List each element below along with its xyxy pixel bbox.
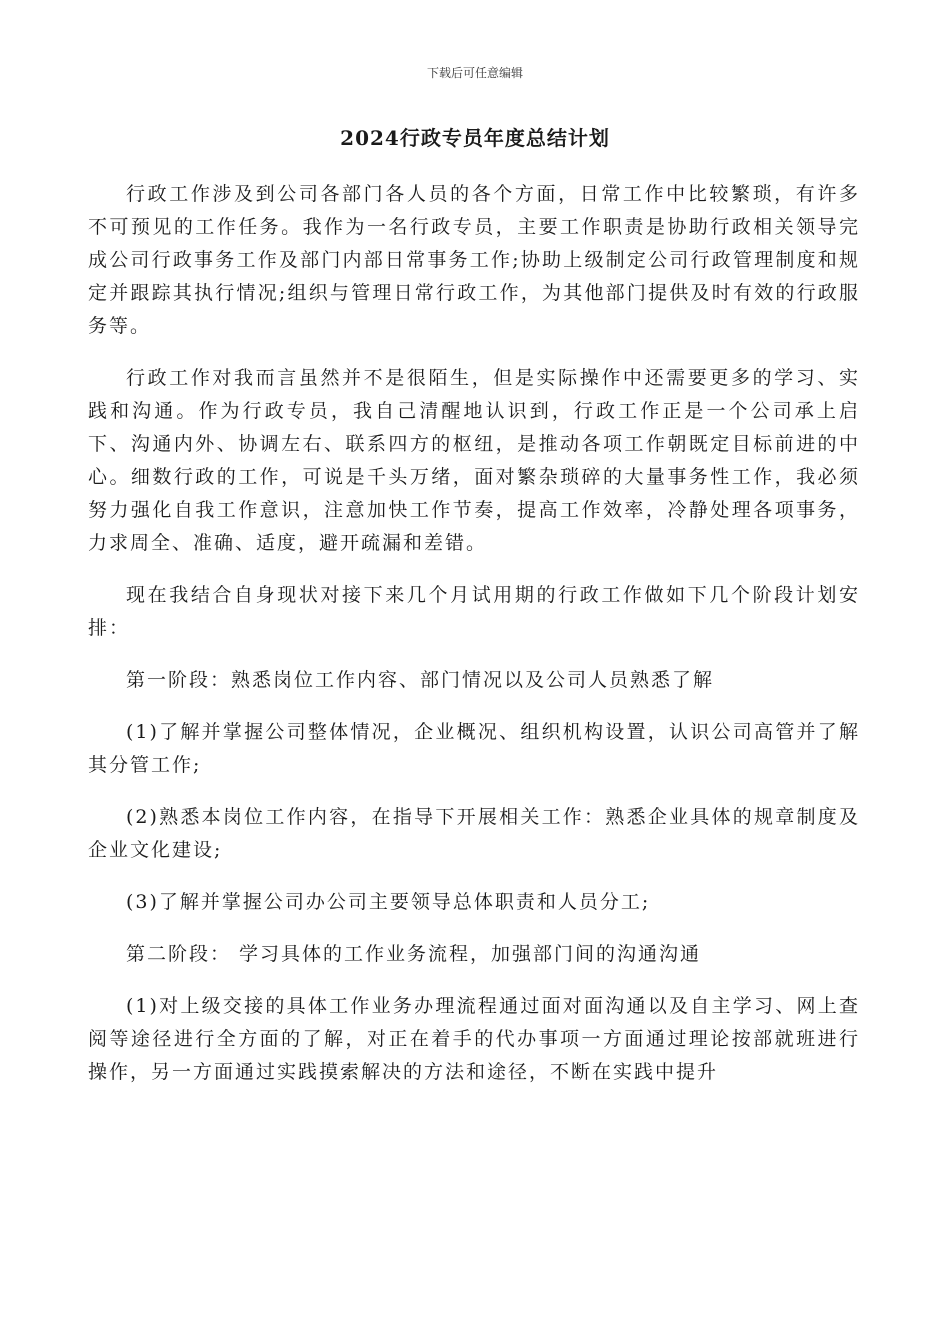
stage-one-item-1: (1)了解并掌握公司整体情况，企业概况、组织机构设置，认识公司高管并了解其分管工作; xyxy=(88,721,860,776)
stage-one-item-3: (3)了解并掌握公司办公司主要领导总体职责和人员分工; xyxy=(126,891,651,913)
paragraph-intro: 行政工作涉及到公司各部门各人员的各个方面，日常工作中比较繁琐，有许多不可预见的工作任务。我作为一名行政专员，主要工作职责是协助行政相关领导完成公司行政事务工作及部门内部日常事务工作;协助上级制定公司行政管理制度和规定并跟踪其执行情况;组织与管理日常行政工作，为其他部门提供及时有效的行政服务等。 xyxy=(88,183,860,337)
document-body xyxy=(88,178,860,1108)
document-title: 2024行政专员年度总结计划 xyxy=(340,126,610,150)
stage-two-heading: 第二阶段： 学习具体的工作业务流程，加强部门间的沟通沟通 xyxy=(126,943,702,965)
header-note: 下载后可任意编辑 xyxy=(426,66,523,80)
stage-two-item-1: (1)对上级交接的具体工作业务办理流程通过面对面沟通以及自主学习、网上查阅等途径进行全方面的了解，对正在着手的代办事项一方面通过理论按部就班进行操作，另一方面通过实践摸索解决的方法和途径，不断在实践中提升 xyxy=(88,995,860,1083)
paragraph-plan-intro: 现在我结合自身现状对接下来几个月试用期的行政工作做如下几个阶段计划安排： xyxy=(88,584,860,639)
paragraph-reflection: 行政工作对我而言虽然并不是很陌生，但是实际操作中还需要更多的学习、实践和沟通。作为行政专员，我自己清醒地认识到，行政工作正是一个公司承上启下、沟通内外、协调左右、联系四方的枢纽，是推动各项工作朝既定目标前进的中心。细数行政的工作，可说是千头万绪，面对繁杂琐碎的大量事务性工作，我必须努力强化自我工作意识，注意加快工作节奏，提高工作效率，冷静处理各项事务，力求周全、准确、适度，避开疏漏和差错。 xyxy=(88,367,860,554)
stage-one-heading: 第一阶段：熟悉岗位工作内容、部门情况以及公司人员熟悉了解 xyxy=(126,669,715,691)
stage-one-item-2: (2)熟悉本岗位工作内容，在指导下开展相关工作：熟悉企业具体的规章制度及企业文化建设; xyxy=(88,806,860,861)
